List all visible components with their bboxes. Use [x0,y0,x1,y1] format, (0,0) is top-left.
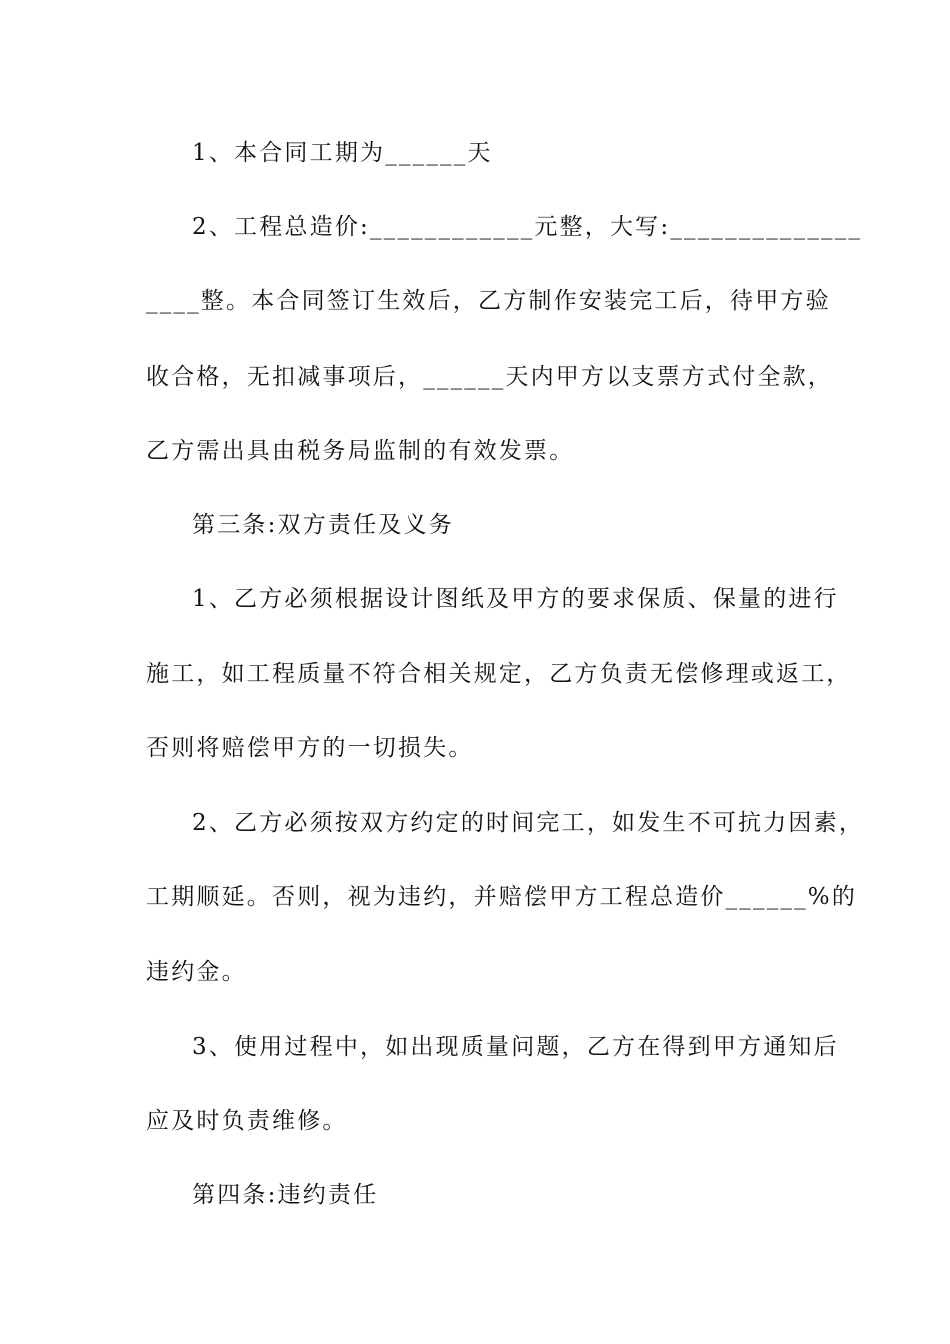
clause-3-item-2-line-3: 违约金。 [146,959,247,985]
clause-3-heading: 第三条:双方责任及义务 [192,512,454,538]
clause-2-item-1-duration: 1、本合同工期为______天 [192,140,493,166]
clause-3-item-3-line-1: 3、使用过程中，如出现质量问题，乙方在得到甲方通知后 [192,1034,839,1060]
clause-3-item-3-line-2: 应及时负责维修。 [146,1108,348,1134]
clause-3-item-1-line-2: 施工，如工程质量不符合相关规定，乙方负责无偿修理或返工， [146,661,852,687]
clause-2-item-2-total-price: 2、工程总造价:____________元整，大写:______________ [192,214,863,240]
clause-2-item-2-line-2: ____整。本合同签订生效后，乙方制作安装完工后，待甲方验 [146,288,831,314]
clause-2-item-2-line-3: 收合格，无扣减事项后，______天内甲方以支票方式付全款， [146,364,833,390]
clause-2-item-2-line-4: 乙方需出具由税务局监制的有效发票。 [146,438,575,464]
clause-4-heading: 第四条:违约责任 [192,1182,379,1208]
clause-3-item-2-line-1: 2、乙方必须按双方约定的时间完工，如发生不可抗力因素， [192,810,865,836]
clause-3-item-1-line-3: 否则将赔偿甲方的一切损失。 [146,735,474,761]
clause-3-item-2-line-2: 工期顺延。否则，视为违约，并赔偿甲方工程总造价______%的 [146,884,858,910]
clause-3-item-1-line-1: 1、乙方必须根据设计图纸及甲方的要求保质、保量的进行 [192,586,839,612]
